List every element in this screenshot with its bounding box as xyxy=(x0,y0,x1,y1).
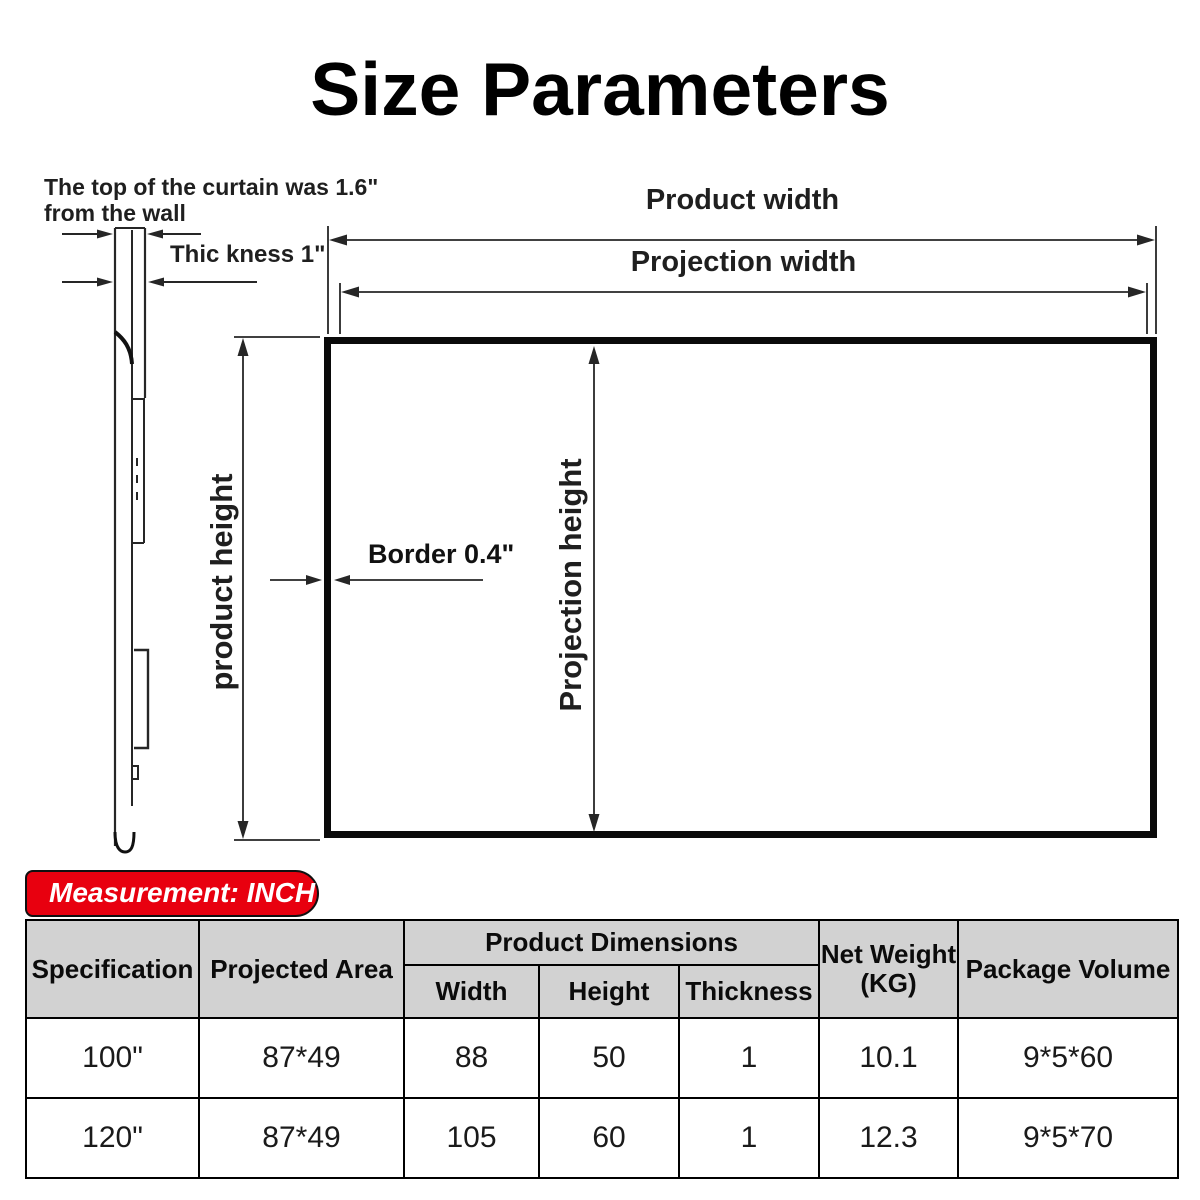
table-header-row-top xyxy=(26,920,1178,965)
side-view-profile xyxy=(115,228,148,852)
col-header-height: Height xyxy=(539,965,679,1018)
cell-package-volume: 9*5*70 xyxy=(958,1098,1178,1178)
product-width-dimension xyxy=(328,226,1156,334)
cell-net-weight: 10.1 xyxy=(819,1018,958,1098)
product-height-dimension xyxy=(234,337,320,840)
col-header-package-volume: Package Volume xyxy=(958,920,1178,1018)
cell-height: 50 xyxy=(539,1018,679,1098)
measurement-unit-badge xyxy=(25,870,319,917)
cell-net-weight: 12.3 xyxy=(819,1098,958,1178)
cell-projected-area: 87*49 xyxy=(199,1018,404,1098)
product-height-label: product height xyxy=(204,473,239,691)
cell-package-volume: 9*5*60 xyxy=(958,1018,1178,1098)
spec-table xyxy=(25,919,1179,1179)
cell-height: 60 xyxy=(539,1098,679,1178)
thickness-label: Thic kness 1" xyxy=(170,241,326,268)
measurement-unit-badge-label: Measurement: INCH xyxy=(49,877,316,908)
col-header-width: Width xyxy=(404,965,539,1018)
table-row-100 xyxy=(26,1018,1178,1098)
projection-height-label: Projection height xyxy=(553,458,588,712)
curtain-offset-note-line2: from the wall xyxy=(44,200,186,226)
cell-thickness: 1 xyxy=(679,1098,819,1178)
col-header-specification: Specification xyxy=(26,920,199,1018)
screen-front-view xyxy=(328,341,1154,835)
projection-width-label: Projection width xyxy=(630,246,857,278)
product-width-label: Product width xyxy=(645,184,840,216)
cell-thickness: 1 xyxy=(679,1018,819,1098)
cell-specification: 120" xyxy=(26,1098,199,1178)
cell-width: 88 xyxy=(404,1018,539,1098)
thickness-dimension xyxy=(62,278,257,287)
col-header-product-dimensions: Product Dimensions xyxy=(404,920,819,965)
net-weight-label-line1: Net Weight xyxy=(820,939,957,969)
page-title: Size Parameters xyxy=(310,47,890,131)
table-row-120 xyxy=(26,1098,1178,1178)
col-header-thickness: Thickness xyxy=(679,965,819,1018)
net-weight-label-line2: (KG) xyxy=(860,968,917,998)
cell-specification: 100" xyxy=(26,1018,199,1098)
curtain-offset-note-line1: The top of the curtain was 1.6" xyxy=(44,174,379,200)
cell-width: 105 xyxy=(404,1098,539,1178)
col-header-projected-area: Projected Area xyxy=(199,920,404,1018)
projection-width-dimension xyxy=(340,283,1147,334)
border-label: Border 0.4" xyxy=(368,539,515,569)
cell-projected-area: 87*49 xyxy=(199,1098,404,1178)
col-header-net-weight xyxy=(819,920,958,1018)
